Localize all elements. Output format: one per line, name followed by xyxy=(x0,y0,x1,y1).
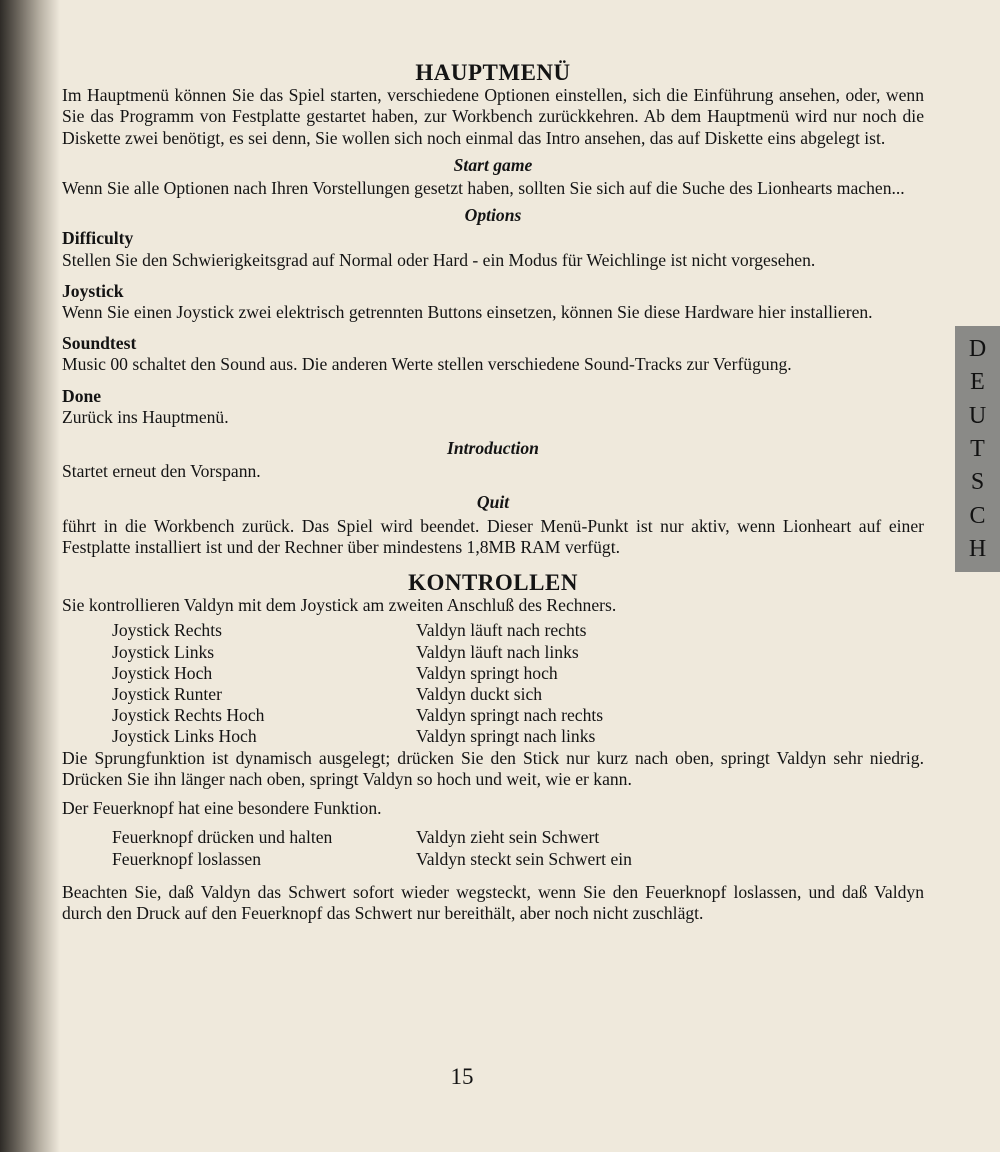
option-title-soundtest: Soundtest xyxy=(62,333,137,354)
joystick-controls-table xyxy=(112,620,603,747)
table-row xyxy=(112,827,632,848)
start-game-heading: Start game xyxy=(453,154,533,175)
table-row xyxy=(112,620,603,641)
sword-note: Beachten Sie, daß Valdyn das Schwert sofort wieder wegsteckt, wenn Sie den Feuerknopf loslassen, und daß Valdyn durch den Druck auf den Feuerknopf das Schwert nur bereithält, aber noch nicht zuschlägt. xyxy=(62,881,924,923)
table-row xyxy=(112,684,603,705)
language-letter: H xyxy=(968,536,987,563)
option-text-difficulty: Stellen Sie den Schwierigkeitsgrad auf Normal oder Hard - ein Modus für Weichlinge ist nicht vorgesehen. xyxy=(62,249,816,270)
control-input: Feuerknopf drücken und halten xyxy=(112,827,333,848)
control-action: Valdyn springt hoch xyxy=(416,662,558,683)
options-heading: Options xyxy=(464,205,522,226)
main-menu-title: HAUPTMENÜ xyxy=(415,60,571,85)
language-tab xyxy=(955,326,1000,572)
control-input: Joystick Rechts xyxy=(112,620,222,641)
quit-text: führt in die Workbench zurück. Das Spiel wird beendet. Dieser Menü-Punkt ist nur aktiv, wenn Lionheart auf einer Festplatte installiert ist und der Rechner über mindestens 1,8MB RAM verfügt. xyxy=(62,515,924,557)
control-input: Joystick Runter xyxy=(112,684,222,705)
book-gutter-shadow xyxy=(0,0,60,1152)
language-letter: C xyxy=(969,502,986,529)
option-title-joystick: Joystick xyxy=(62,280,124,301)
jump-text: Die Sprungfunktion ist dynamisch ausgelegt; drücken Sie den Stick nur kurz nach oben, springt Valdyn sehr niedrig. Drücken Sie ihn länger nach oben, springt Valdyn so hoch und weit, wie er kann. xyxy=(62,747,924,789)
controls-intro: Sie kontrollieren Valdyn mit dem Joystick am zweiten Anschluß des Rechners. xyxy=(62,595,617,616)
control-input: Joystick Links xyxy=(112,641,215,662)
language-letter: T xyxy=(970,435,985,462)
control-input: Joystick Rechts Hoch xyxy=(112,705,265,726)
control-action: Valdyn läuft nach rechts xyxy=(416,620,587,641)
introduction-text: Startet erneut den Vorspann. xyxy=(62,461,261,482)
table-row xyxy=(112,663,603,684)
option-text-done: Zurück ins Hauptmenü. xyxy=(62,406,229,427)
table-row xyxy=(112,705,603,726)
language-letter: U xyxy=(968,402,987,429)
introduction-heading: Introduction xyxy=(447,438,539,459)
table-row xyxy=(112,642,603,663)
quit-heading: Quit xyxy=(476,492,510,513)
control-input: Feuerknopf loslassen xyxy=(112,848,262,869)
control-action: Valdyn springt nach rechts xyxy=(416,705,604,726)
table-row xyxy=(112,726,603,747)
fire-intro: Der Feuerknopf hat eine besondere Funktion. xyxy=(62,798,382,819)
control-action: Valdyn läuft nach links xyxy=(416,641,579,662)
controls-title: KONTROLLEN xyxy=(408,570,578,596)
table-row xyxy=(112,849,632,870)
option-title-difficulty: Difficulty xyxy=(62,228,134,249)
language-letter: E xyxy=(970,369,985,396)
fire-controls-table xyxy=(112,827,632,869)
option-text-joystick: Wenn Sie einen Joystick zwei elektrisch getrennten Buttons einsetzen, können Sie diese Hardware hier installieren. xyxy=(62,302,873,323)
language-letter: S xyxy=(970,469,985,496)
manual-page xyxy=(62,58,924,924)
page-number: 15 xyxy=(450,1064,474,1089)
language-letter: D xyxy=(968,335,987,362)
control-input: Joystick Hoch xyxy=(112,662,213,683)
control-action: Valdyn springt nach links xyxy=(416,726,596,747)
main-menu-intro: Im Hauptmenü können Sie das Spiel starten, verschiedene Optionen einstellen, sich die Einführung ansehen, oder, wenn Sie das Programm von Festplatte gestartet haben, zur Workbench zurückkehren. Ab dem Hauptmenü wird nur noch die Diskette zwei benötigt, es sei denn, Sie wollen sich noch einmal das Intro ansehen, das auf Diskette eins abgelegt ist. xyxy=(62,85,924,148)
control-input: Joystick Links Hoch xyxy=(112,726,257,747)
option-text-soundtest: Music 00 schaltet den Sound aus. Die anderen Werte stellen verschiedene Sound-Tracks zur Verfügung. xyxy=(62,354,792,375)
control-action: Valdyn duckt sich xyxy=(416,684,543,705)
control-action: Valdyn zieht sein Schwert xyxy=(416,827,600,848)
control-action: Valdyn steckt sein Schwert ein xyxy=(416,848,632,869)
option-title-done: Done xyxy=(62,385,102,406)
start-game-text: Wenn Sie alle Optionen nach Ihren Vorstellungen gesetzt haben, sollten Sie sich auf die Suche des Lionhearts machen... xyxy=(62,178,905,199)
